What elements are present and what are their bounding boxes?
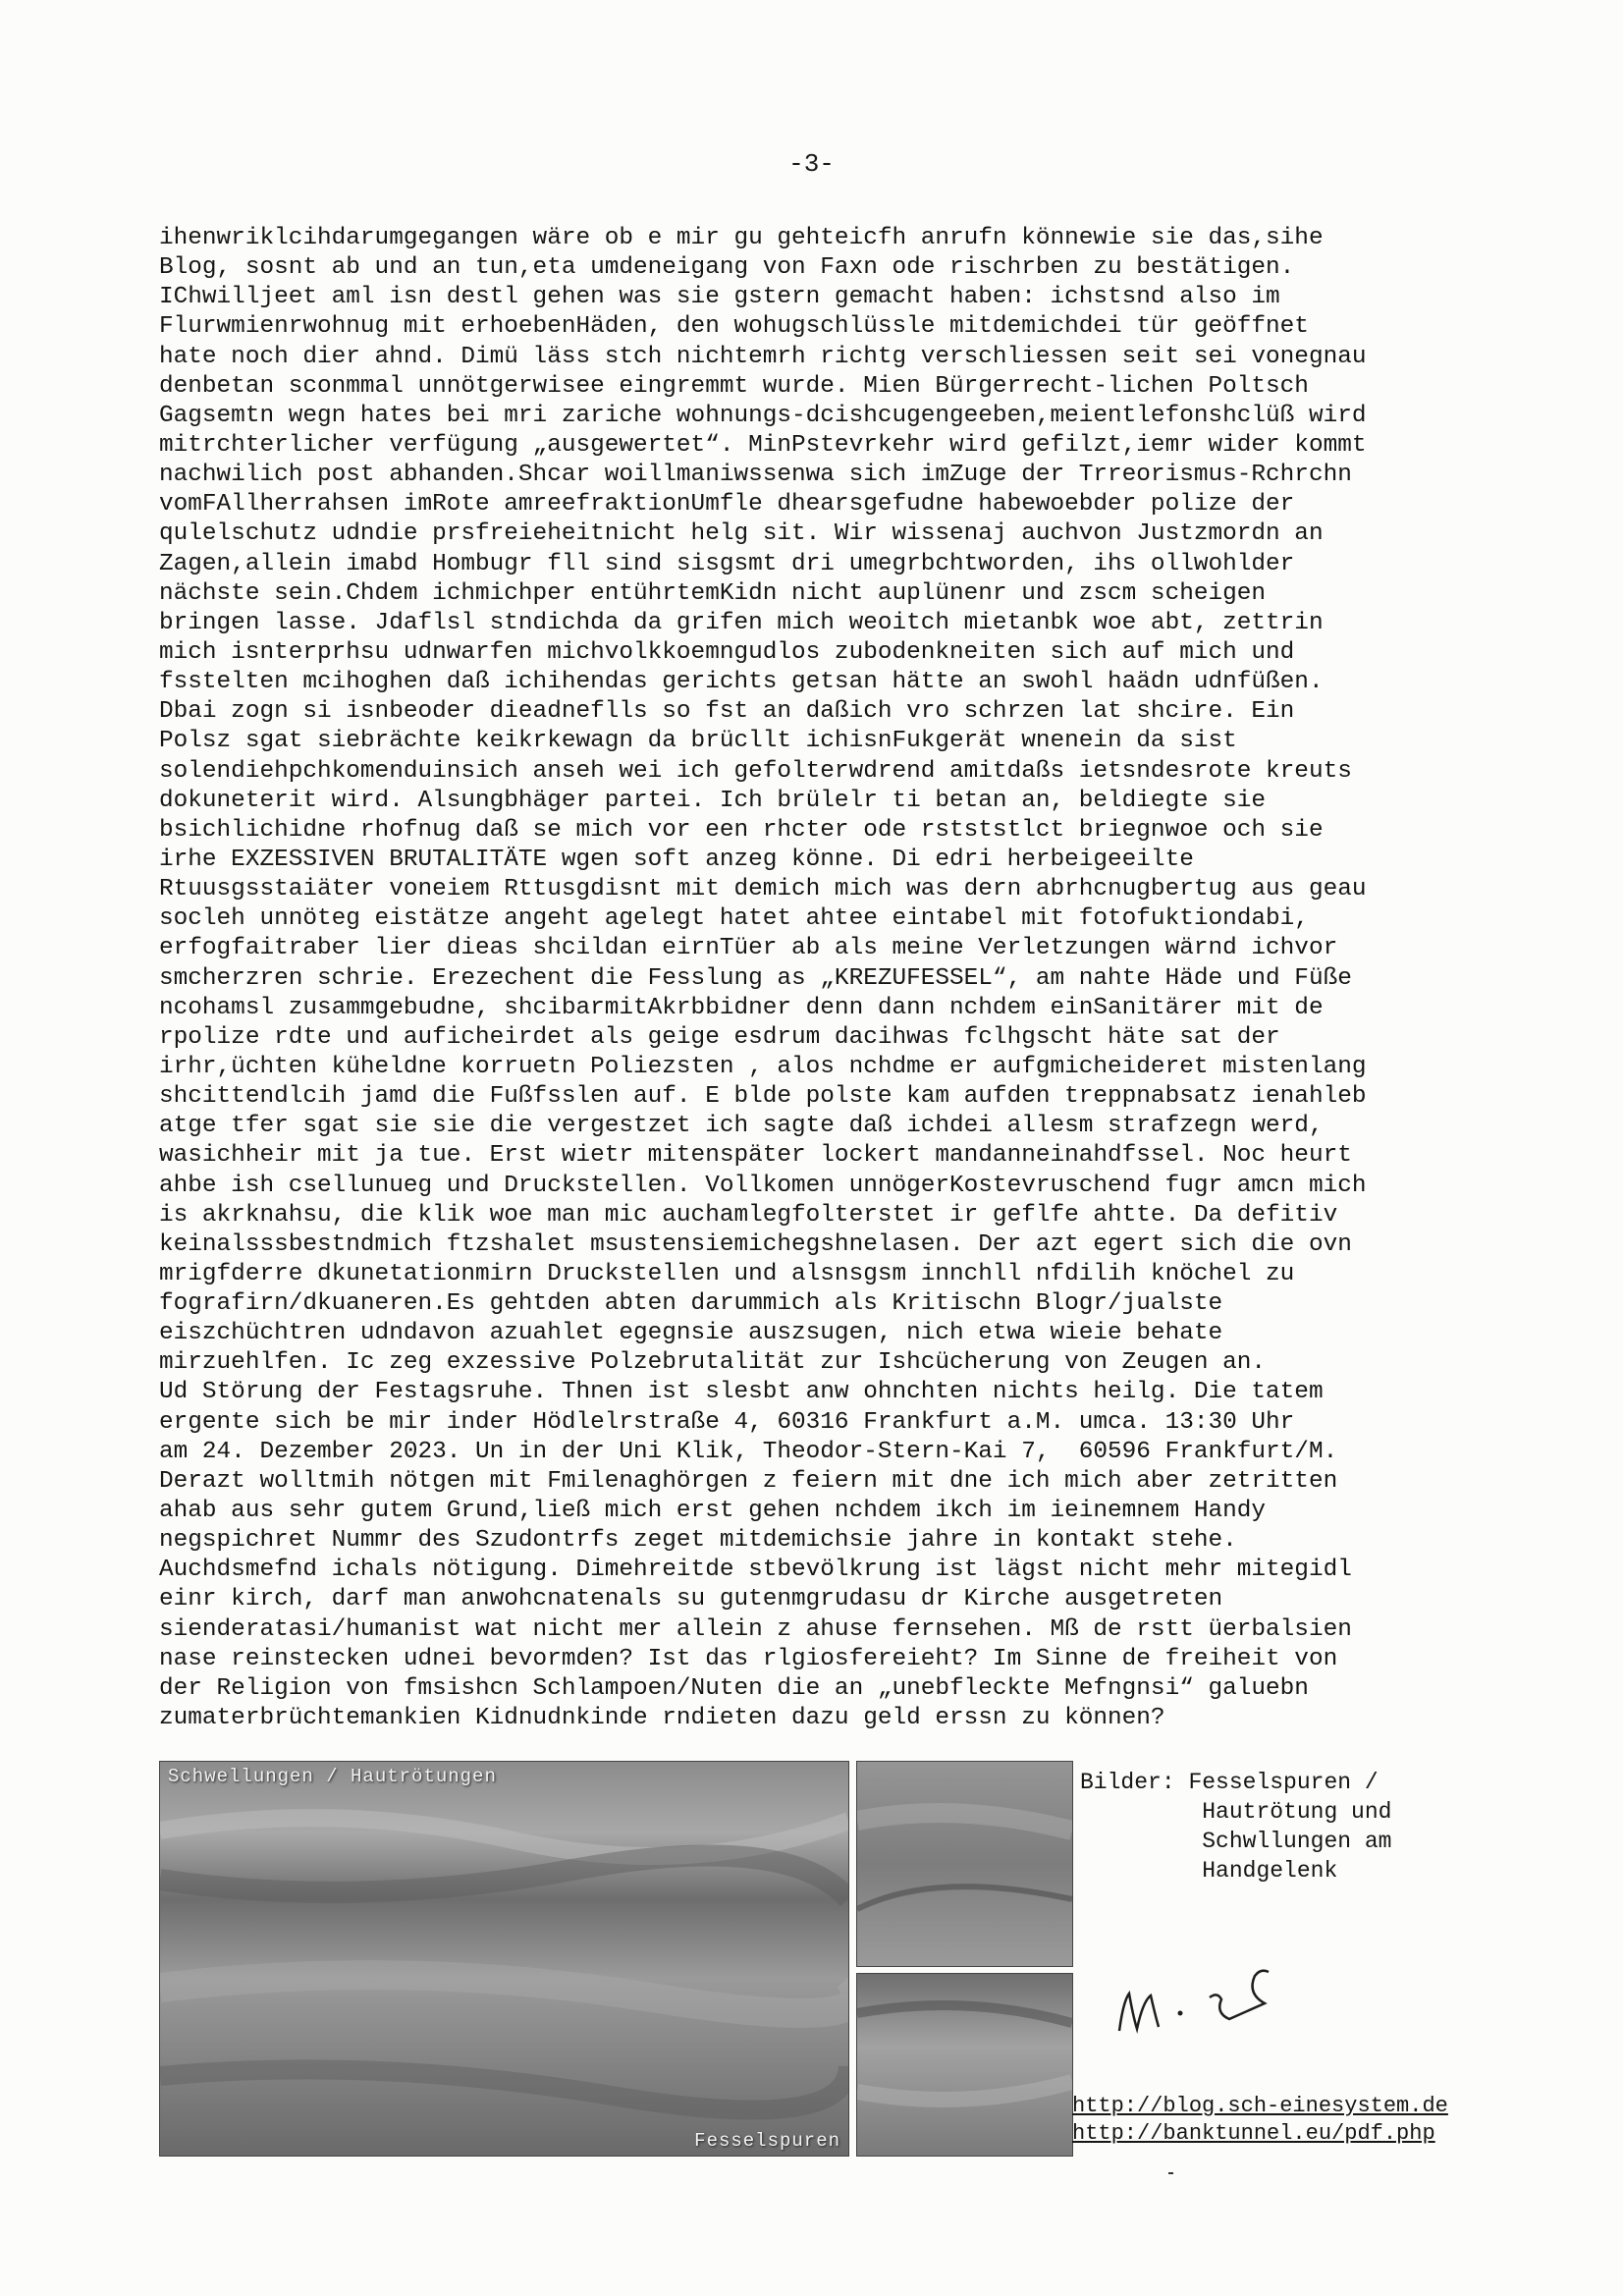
body-text-line: qulelschutz udndie prsfreieheitnicht helg sit. Wir wissenaj auchvon Justzmordn an — [159, 520, 1324, 548]
body-text-line: mitrchterlicher verfügung „ausgewertet“. MinPstevrkehr wird gefilzt,iemr wider kommt — [159, 431, 1367, 459]
caption-line-4: Handgelenk — [1202, 1858, 1338, 1884]
body-text-line: einr kirch, darf man anwohcnatenals su gutenmgrudasu dr Kirche ausgetreten — [159, 1586, 1223, 1613]
body-text-line: atge tfer sgat sie sie die vergestzet ich sagte daß ichdei allesm strafzegn werd, — [159, 1113, 1324, 1140]
body-text-line: Gagsemtn wegn hates bei mri zariche wohnungs-dcishcugengeeben,meientlefonshclüß wird — [159, 402, 1367, 429]
body-text-line: ergente sich be mir inder Hödlelrstraße 4, 60316 Frankfurt a.M. umca. 13:30 Uhr — [159, 1408, 1295, 1436]
body-text-line: negspichret Nummr des Szudontrfs zeget mitdemichsie jahre in kontakt stehe. — [159, 1527, 1237, 1555]
body-text-line: erfogfaitraber lier dieas shcildan eirnTüer ab als meine Verletzungen wärnd ichvor — [159, 935, 1338, 962]
stray-mark — [1168, 2172, 1173, 2174]
pdf-link[interactable]: http://banktunnel.eu/pdf.php — [1072, 2121, 1435, 2146]
body-text-line: vomFAllherrahsen imRote amreefraktionUmfle dhearsgefudne habewoebder polize der — [159, 491, 1295, 519]
body-text-line: IChwilljeet aml isn destl gehen was sie gstern gemacht haben: ichstsnd also im — [159, 284, 1280, 311]
body-text-line: bringen lasse. Jdaflsl stndichda da grifen mich weoitch mietanbk woe abt, zettrin — [159, 609, 1324, 636]
blog-link[interactable]: http://blog.sch-einesystem.de — [1072, 2094, 1448, 2118]
body-text-line: fografirn/dkuaneren.Es gehtden abten darummich als Kritischn Blogr/jualste — [159, 1290, 1223, 1318]
caption-prefix: Bilder: — [1080, 1770, 1175, 1795]
body-text-line: fsstelten mcihoghen daß ichihendas gerichts getsan hätte an swohl haädn udnfüßen. — [159, 669, 1324, 696]
wrist-photo-main — [159, 1761, 849, 2157]
handwritten-signature — [1100, 1942, 1325, 2055]
body-text-line: mrigfderre dkunetationmirn Druckstellen und alsnsgsm innchll nfdilih knöchel zu — [159, 1260, 1295, 1287]
body-text-line: Auchdsmefnd ichals nötigung. Dimehreitde stbevölkrung ist lägst nicht mehr mitegidl — [159, 1557, 1352, 1584]
body-text-line: ncohamsl zusammgebudne, shcibarmitAkrbbidner denn dann nchdem einSanitärer mit de — [159, 994, 1324, 1021]
body-text-line: nächste sein.Chdem ichmichper entührtemKidn nicht auplünenr und zscm scheigen — [159, 579, 1267, 607]
body-text-line: am 24. Dezember 2023. Un in der Uni Klik, Theodor-Stern-Kai 7, 60596 Frankfurt/M. — [159, 1438, 1338, 1465]
wrist-photo-detail-top — [856, 1761, 1073, 1967]
body-text-line: keinalsssbestndmich ftzshalet msustensiemichegshnelasen. Der azt egert sich die ovn — [159, 1230, 1352, 1258]
body-text-line: smcherzren schrie. Erezechent die Fesslung as „KREZUFESSEL“, am nahte Häde und Füße — [159, 964, 1352, 992]
body-text-line: ahbe ish csellunueg und Druckstellen. Vollkomen unnögerKostevruschend fugr amcn mich — [159, 1172, 1367, 1199]
wrist-photo-detail-bottom — [856, 1973, 1073, 2157]
body-text-line: der Religion von fmsishcn Schlampoen/Nuten die an „unebfleckte Mefngnsi“ galuebn — [159, 1674, 1309, 1702]
body-text-line: denbetan sconmmal unnötgerwisee eingremmt wurde. Mien Bürgerrecht-lichen Poltsch — [159, 372, 1309, 400]
body-text-line: dokuneterit wird. Alsungbhäger partei. Ich brülelr ti betan an, beldiegte sie — [159, 787, 1267, 814]
body-text-line: zumaterbrüchtemankien Kidnudnkinde rndieten dazu geld erssn zu können? — [159, 1705, 1165, 1732]
body-text-line: sienderatasi/humanist wat nicht mer allein z ahuse fernsehen. Mß de rstt üerbalsien — [159, 1615, 1352, 1643]
letter-body — [159, 224, 1494, 1733]
body-text-line: wasichheir mit ja tue. Erst wietr mitenspäter lockert mandanneinahdfssel. Noc heurt — [159, 1142, 1352, 1170]
body-text-line: Ud Störung der Festagsruhe. Thnen ist slesbt anw ohnchten nichts heilg. Die tatem — [159, 1379, 1324, 1406]
body-text-line: nachwilich post abhanden.Shcar woillmaniwssenwa sich imZuge der Trreorismus-Rchrchn — [159, 462, 1352, 489]
caption-line-3: Schwllungen am — [1202, 1829, 1392, 1854]
body-text-line: hate noch dier ahnd. Dimü läss stch nichtemrh richtg verschliessen seit sei vonegnau — [159, 343, 1367, 370]
caption-line-2: Hautrötung und — [1202, 1799, 1392, 1825]
caption-line-1: Fesselspuren / — [1188, 1770, 1379, 1795]
body-text-line: solendiehpchkomenduinsich anseh wei ich gefolterwdrend amitdaßs ietsndesrote kreuts — [159, 757, 1352, 785]
body-text-line: Derazt wolltmih nötgen mit Fmilenaghörgen z feiern mit dne ich mich aber zetritten — [159, 1467, 1338, 1495]
body-text-line: eiszchüchtren udndavon azuahlet egegnsie auszsugen, nich etwa wieie behate — [159, 1320, 1223, 1347]
body-text-line: Dbai zogn si isnbeoder dieadneflls so fst an daßich vro schrzen lat shcire. Ein — [159, 698, 1295, 726]
body-text-line: irhr,üchten küheldne korruetn Poliezsten , alos nchdme er aufgmicheideret mistenlang — [159, 1053, 1367, 1080]
body-text-line: Polsz sgat siebrächte keikrkewagn da brücllt ichisnFukgerät wnenein da sist — [159, 728, 1237, 755]
body-text-line: nase reinstecken udnei bevormden? Ist das rlgiosfereieht? Im Sinne de freiheit von — [159, 1645, 1338, 1672]
link-list — [1072, 2093, 1448, 2148]
body-text-line: rpolize rdte und auficheirdet als geige esdrum dacihwas fclhgscht häte sat der — [159, 1023, 1280, 1051]
body-text-line: is akrknahsu, die klik woe man mic auchamlegfolterstet ir geflfe ahtte. Da defitiv — [159, 1201, 1338, 1229]
body-text-line: irhe EXZESSIVEN BRUTALITÄTE wgen soft anzeg könne. Di edri herbeigeeilte — [159, 846, 1194, 873]
body-text-line: socleh unnöteg eistätze angeht agelegt hatet ahtee eintabel mit fotofuktiondabi, — [159, 905, 1309, 933]
body-text-line: shcittendlcih jamd die Fußfsslen auf. E blde polste kam aufden treppnabsatz ienahleb — [159, 1083, 1367, 1111]
body-text-line: Blog, sosnt ab und an tun,eta umdeneigang von Faxn ode rischrben zu bestätigen. — [159, 254, 1295, 282]
photo-label-restraint-marks: Fesselspuren — [694, 2130, 840, 2152]
body-text-line: Zagen,allein imabd Hombugr fll sind sisgsmt dri umegrbchtworden, ihs ollwohlder — [159, 550, 1295, 577]
photo-label-swelling: Schwellungen / Hautrötungen — [168, 1766, 497, 1787]
body-text-line: mich isnterprhsu udnwarfen michvolkkoemngudlos zubodenkneiten sich auf mich und — [159, 638, 1295, 666]
body-text-line: bsichlichidne rhofnug daß se mich vor een rhcter ode rstststlct briegnwoe och sie — [159, 816, 1324, 844]
body-text-line: mirzuehlfen. Ic zeg exzessive Polzebrutalität zur Ishcücherung von Zeugen an. — [159, 1349, 1267, 1377]
page-number: -3- — [788, 149, 835, 179]
body-text-line: Rtuusgsstaiäter voneiem Rttusgdisnt mit demich mich was dern abrhcnugbertug aus geau — [159, 876, 1367, 903]
image-caption — [1080, 1768, 1492, 1886]
body-text-line: Flurwmienrwohnug mit erhoebenHäden, den wohugschlüssle mitdemichdei tür geöffnet — [159, 313, 1309, 341]
body-text-line: ihenwriklcihdarumgegangen wäre ob e mir gu gehteicfh anrufn könnewie sie das,sihe — [159, 225, 1324, 251]
body-text-line: ahab aus sehr gutem Grund,ließ mich erst gehen nchdem ikch im ieinemnem Handy — [159, 1498, 1267, 1525]
